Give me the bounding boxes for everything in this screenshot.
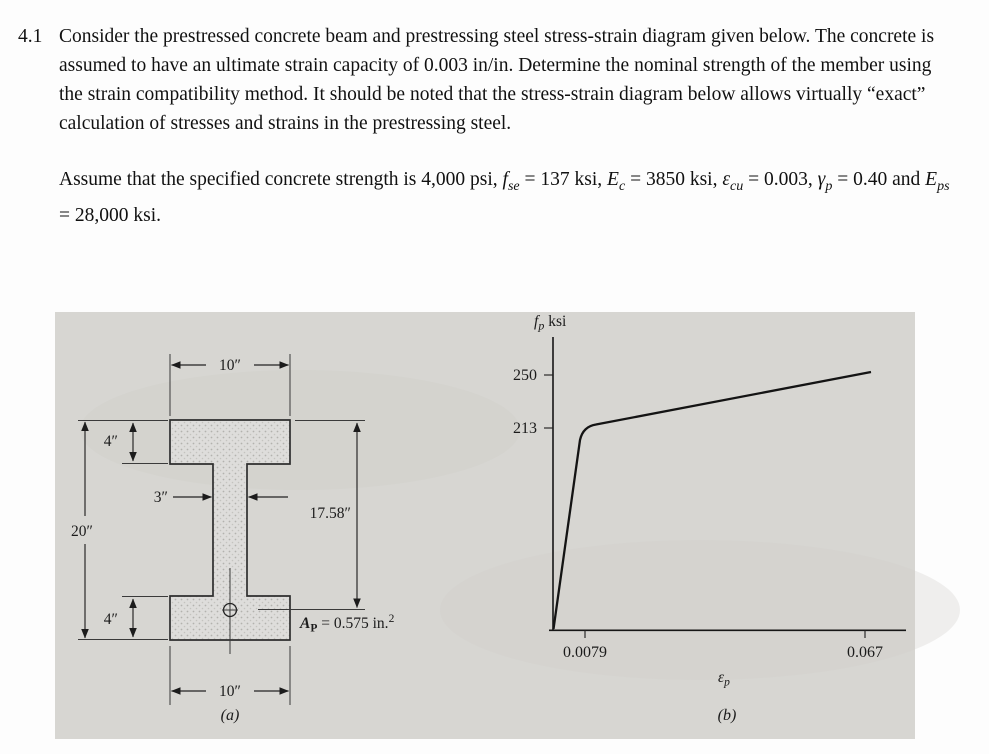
var-eps-symbol: E bbox=[925, 169, 938, 190]
var-gp-subscript: p bbox=[825, 177, 833, 194]
dim-web-label: 3″ bbox=[153, 489, 168, 506]
figure-scan bbox=[0, 310, 989, 754]
problem-number: 4.1 bbox=[18, 26, 43, 47]
ap-subscript: P bbox=[310, 622, 318, 635]
problem-paragraph bbox=[18, 22, 955, 138]
assume-text-5: = 0.40 and bbox=[832, 169, 926, 190]
y-axis-symbol: f bbox=[534, 313, 539, 330]
var-fse bbox=[502, 169, 520, 194]
dim-top-width-label: 10″ bbox=[219, 357, 241, 374]
dim-bottom-flange-label: 4″ bbox=[103, 611, 118, 628]
figure-svg bbox=[0, 310, 989, 754]
var-ecu-subscript: cu bbox=[730, 177, 744, 194]
var-gp bbox=[817, 169, 833, 194]
y-axis-unit: ksi bbox=[544, 313, 567, 330]
assumptions-paragraph bbox=[59, 165, 955, 230]
var-eps-subscript: ps bbox=[937, 177, 950, 194]
var-gp-symbol: γ bbox=[817, 169, 826, 190]
dim-top-flange-label: 4″ bbox=[103, 433, 118, 450]
ap-exponent: 2 bbox=[388, 613, 395, 625]
dim-depth-label: 20″ bbox=[71, 523, 93, 540]
dim-steel-depth-label: 17.58″ bbox=[309, 505, 351, 522]
var-ecu-symbol: ε bbox=[722, 169, 731, 190]
assume-text-2: = 137 ksi, bbox=[519, 169, 608, 190]
caption-b: (b) bbox=[717, 707, 737, 724]
var-ec-subscript: c bbox=[618, 177, 626, 194]
dim-bottom-width-label: 10″ bbox=[219, 683, 241, 700]
var-eps bbox=[925, 169, 950, 194]
var-ecu bbox=[722, 169, 744, 194]
var-ec bbox=[607, 169, 626, 194]
assume-text-6: = 28,000 ksi. bbox=[59, 204, 162, 226]
x-tick-0067-label: 0.067 bbox=[847, 644, 883, 661]
problem-body-text: Consider the prestressed concrete beam and prestressing steel stress-strain diagram given below. The concrete is assumed to have an ultimate strain capacity of 0.003 in/in. Determine the nominal strength of the member using the strain compatibility method. It should be noted that the stress-strain diagram below allows virtually “exact” calculation of stresses and strains in the prestressing steel. bbox=[59, 26, 935, 134]
problem-statement bbox=[18, 22, 955, 230]
ap-symbol: A bbox=[300, 615, 311, 632]
var-fse-subscript: se bbox=[507, 177, 520, 194]
assume-text-4: = 0.003, bbox=[743, 169, 818, 190]
caption-a: (a) bbox=[220, 707, 240, 724]
x-axis-symbol: ε bbox=[718, 669, 725, 686]
ap-value: = 0.575 in. bbox=[317, 615, 389, 632]
assume-text-3: = 3850 ksi, bbox=[625, 169, 723, 190]
y-tick-250-label: 250 bbox=[513, 367, 537, 384]
scan-smudge bbox=[80, 370, 520, 490]
var-fse-symbol: f bbox=[502, 169, 508, 190]
var-ec-symbol: E bbox=[607, 169, 619, 190]
y-tick-213-label: 213 bbox=[513, 420, 537, 437]
assume-text-1: Assume that the specified concrete strength is 4,000 psi, bbox=[59, 169, 503, 190]
y-axis-subscript: p bbox=[538, 318, 545, 333]
x-axis-subscript: p bbox=[724, 676, 730, 689]
x-tick-00079-label: 0.0079 bbox=[563, 644, 607, 661]
